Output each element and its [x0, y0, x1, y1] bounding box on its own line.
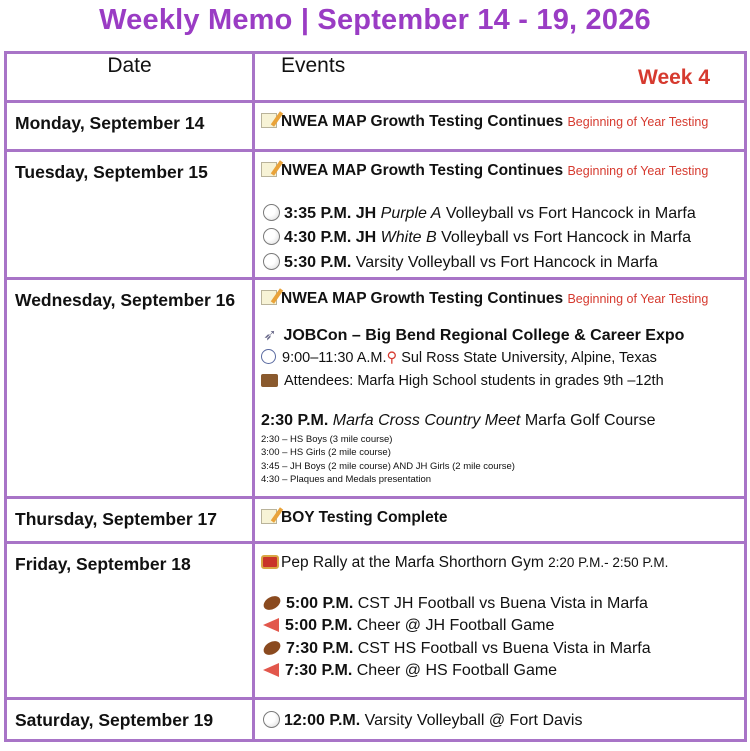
events-cell — [254, 102, 746, 151]
event-text: CST JH Football vs Buena Vista in Marfa — [357, 594, 648, 612]
event-text: CST HS Football vs Buena Vista in Marfa — [357, 639, 651, 657]
day-label: Thursday, September 17 — [6, 498, 254, 543]
jobcon-time: 9:00–11:30 A.M. — [282, 350, 387, 366]
jobcon-title: JOBCon – Big Bend Regional College & Career Expo — [283, 326, 685, 344]
event-team: White B — [380, 229, 437, 246]
volleyball-icon — [263, 204, 280, 221]
event-time: 5:30 P.M. — [284, 253, 352, 271]
table-row — [6, 279, 746, 498]
memo-icon — [261, 509, 277, 524]
volleyball-icon — [263, 711, 280, 728]
megaphone-icon — [263, 663, 279, 677]
rocket-icon: ➶ — [263, 326, 277, 344]
football-icon — [261, 593, 283, 612]
event-text: Varsity Volleyball vs Fort Hancock in Marfa — [355, 253, 658, 271]
day-label: Tuesday, September 15 — [6, 151, 254, 279]
nwea-text: NWEA MAP Growth Testing Continues — [281, 290, 564, 307]
jobcon-place: Sul Ross State University, Alpine, Texas — [401, 350, 657, 366]
clock-icon — [261, 349, 276, 364]
table-row — [6, 102, 746, 151]
pep-time: 2:20 P.M.- 2:50 P.M. — [548, 555, 669, 570]
memo-icon — [261, 162, 277, 177]
event-text: Volleyball vs Fort Hancock in Marfa — [445, 204, 696, 222]
xc-schedule-item: 3:45 – JH Boys (2 mile course) AND JH Girls (2 mile course) — [261, 460, 515, 472]
event-team: Purple A — [380, 204, 442, 222]
header-date: Date — [6, 53, 254, 102]
page-title: Weekly Memo | September 14 - 19, 2026 — [99, 4, 651, 36]
table-row — [6, 699, 746, 741]
nwea-text: NWEA MAP Growth Testing Continues — [281, 162, 564, 179]
memo-icon — [261, 290, 277, 305]
event-time: 4:30 P.M. — [284, 229, 352, 246]
boy-text: BOY Testing Complete — [281, 509, 448, 526]
day-label: Friday, September 18 — [6, 543, 254, 699]
event-time: 7:30 P.M. — [285, 662, 353, 679]
header-events — [254, 53, 746, 102]
memo-icon — [261, 113, 277, 128]
nwea-text: NWEA MAP Growth Testing Continues — [281, 113, 564, 130]
volleyball-icon — [263, 253, 280, 270]
jobcon-attendees: Attendees: Marfa High School students in grades 9th –12th — [284, 372, 664, 389]
header-events-label: Events — [281, 54, 346, 77]
megaphone-icon — [263, 618, 279, 632]
table-row — [6, 151, 746, 279]
xc-time: 2:30 P.M. — [261, 412, 329, 429]
xc-schedule-item: 2:30 – HS Boys (3 mile course) — [261, 433, 393, 445]
nwea-note: Beginning of Year Testing — [567, 164, 709, 178]
volleyball-icon — [263, 228, 280, 245]
day-label: Monday, September 14 — [6, 102, 254, 151]
events-cell — [254, 699, 746, 741]
xc-name: Marfa Cross Country Meet — [332, 412, 521, 429]
day-label: Saturday, September 19 — [6, 699, 254, 741]
table-row — [6, 498, 746, 543]
table-row — [6, 543, 746, 699]
football-icon — [261, 638, 283, 657]
nwea-note: Beginning of Year Testing — [567, 292, 709, 306]
events-cell — [254, 151, 746, 279]
event-text: Varsity Volleyball @ Fort Davis — [364, 712, 583, 729]
xc-schedule-item: 4:30 – Plaques and Medals presentation — [261, 474, 432, 485]
day-label: Wednesday, September 16 — [6, 279, 254, 498]
event-time: 5:00 P.M. — [285, 617, 353, 634]
nwea-note: Beginning of Year Testing — [567, 115, 709, 129]
briefcase-icon — [261, 374, 278, 387]
event-level: JH — [355, 204, 377, 222]
pep-text: Pep Rally at the Marfa Shorthorn Gym — [281, 554, 544, 571]
xc-schedule-item: 3:00 – HS Girls (2 mile course) — [261, 447, 391, 458]
events-cell — [254, 279, 746, 498]
event-text: Volleyball vs Fort Hancock in Marfa — [441, 229, 691, 246]
events-cell — [254, 543, 746, 699]
events-cell — [254, 498, 746, 543]
event-time: 7:30 P.M. — [286, 639, 354, 657]
event-level: JH — [355, 229, 377, 246]
event-time: 5:00 P.M. — [286, 594, 354, 612]
table-header-row — [6, 53, 746, 102]
event-text: Cheer @ JH Football Game — [356, 617, 555, 634]
event-text: Cheer @ HS Football Game — [356, 662, 558, 679]
event-time: 3:35 P.M. — [284, 204, 352, 222]
memo-table — [4, 51, 747, 742]
event-time: 12:00 P.M. — [284, 712, 361, 729]
drum-icon — [261, 555, 279, 569]
xc-place: Marfa Golf Course — [524, 412, 656, 429]
pin-icon: ⚲ — [386, 350, 398, 366]
week-badge: Week 4 — [638, 66, 710, 89]
